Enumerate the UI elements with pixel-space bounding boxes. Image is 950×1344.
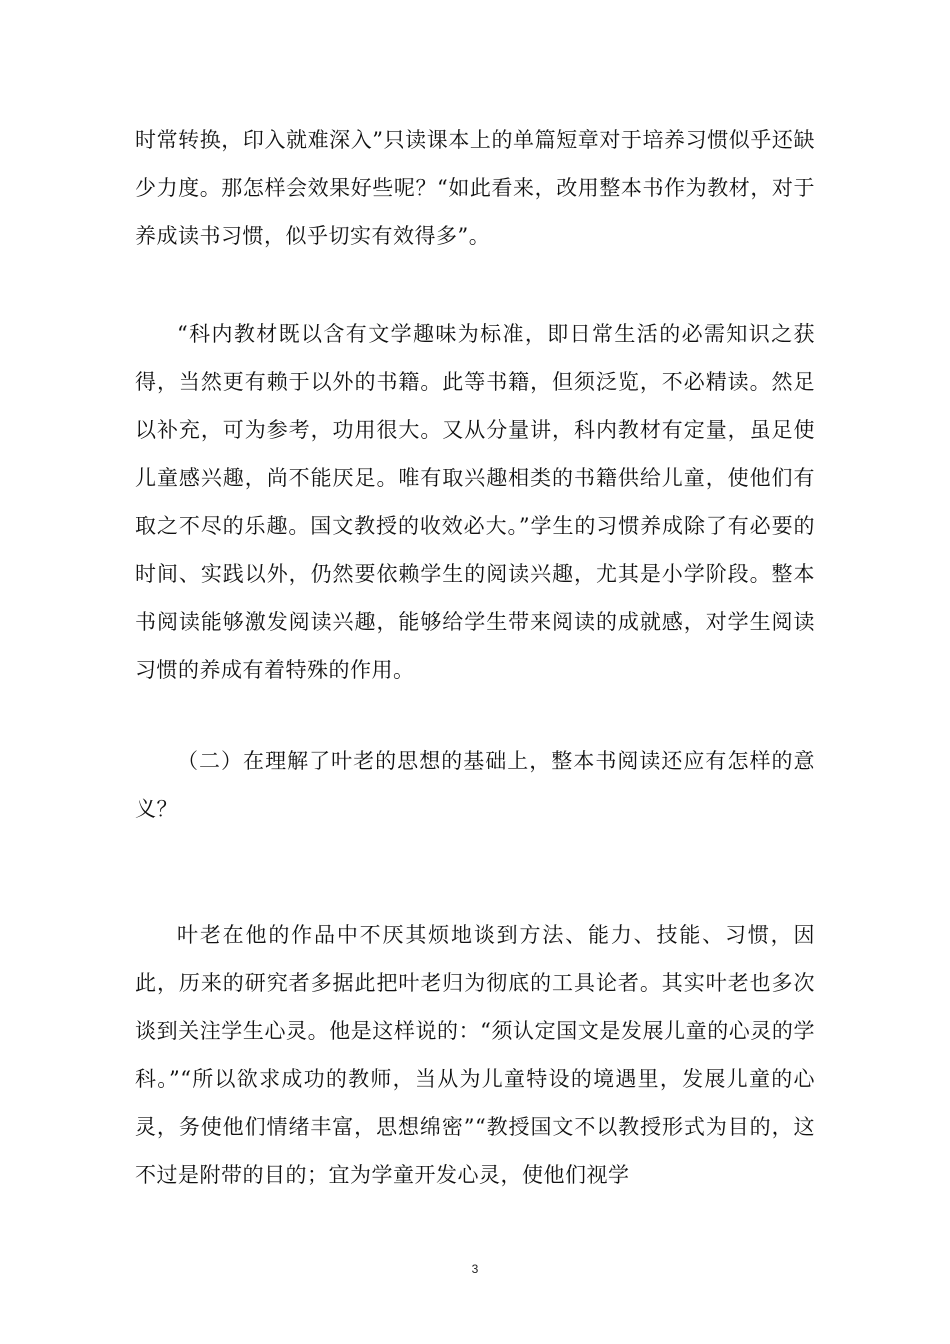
paragraph-4: 叶老在他的作品中不厌其烦地谈到方法、能力、技能、习惯，因此，历来的研究者多据此把叶老归为彻底的工具论者。其实叶老也多次谈到关注学生心灵。他是这样说的：“须认定国文是发展儿童的心灵的学科。”“所以欲求成功的教师，当从为儿童特设的境遇里，发展儿童的心灵，务使他们情绪丰富，思想绵密”“教授国文不以教授形式为目的，这不过是附带的目的；宜为学童开发心灵，使他们视学 — [135, 923, 815, 1187]
paragraph-1: 时常转换，印入就难深入”只读课本上的单篇短章对于培养习惯似乎还缺少力度。那怎样会效果好些呢？“如此看来，改用整本书作为教材，对于养成读书习惯，似乎切实有效得多”。 — [135, 128, 815, 248]
section-heading-2: （二）在理解了叶老的思想的基础上，整本书阅读还应有怎样的意义？ — [135, 749, 815, 821]
page-number: 3 — [471, 1262, 479, 1276]
paragraph-2: “科内教材既以含有文学趣味为标准，即日常生活的必需知识之获得，当然更有赖于以外的书籍。此等书籍，但须泛览，不必精读。然足以补充，可为参考，功用很大。又从分量讲，科内教材有定量，虽足使儿童感兴趣，尚不能厌足。唯有取兴趣相类的书籍供给儿童，使他们有取之不尽的乐趣。国文教授的收效必大。”学生的习惯养成除了有必要的时间、实践以外，仍然要依赖学生的阅读兴趣，尤其是小学阶段。整本书阅读能够激发阅读兴趣，能够给学生带来阅读的成就感，对学生阅读习惯的养成有着特殊的作用。 — [135, 322, 815, 682]
